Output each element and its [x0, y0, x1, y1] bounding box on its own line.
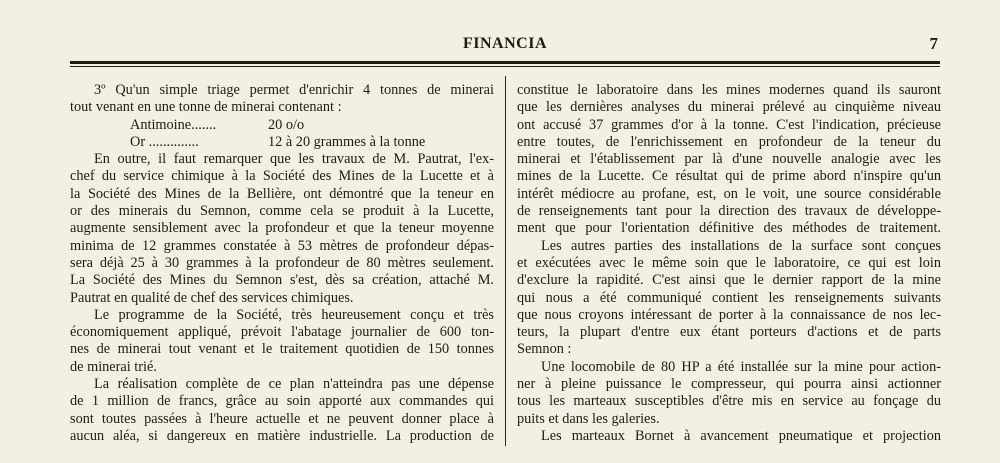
text-line: Une locomobile de 80 HP a été installée sur la mine pour action- [541, 358, 941, 375]
text-line: La réalisation complète de ce plan n'atteindra pas une dépense [94, 376, 494, 393]
text-line: Le programme de la Société, très heureusement conçu et très [94, 306, 494, 323]
text-line: nes de minerai tout venant et le traitement quotidien de 150 tonnes [70, 341, 494, 358]
column-divider [505, 76, 506, 446]
text-line: or des minerais du Semnon, comme cela se produit à la Lucette, [70, 203, 494, 220]
text-line: tout venant en une tonne de minerai contenant : [70, 99, 342, 116]
text-line: entre toutes, de l'enrichissement en profondeur de la teneur du [517, 133, 941, 150]
text-line: qui nous a été communiqué contient les renseignements suivants [517, 289, 941, 306]
assay-label: Or .............. [130, 133, 199, 150]
text-line: intérêt médiocre au profane, est, on le voit, une source considérable [517, 185, 941, 202]
assay-value: 20 o/o [268, 116, 305, 133]
text-line: Pautrat en qualité de chef des services chimiques. [70, 289, 354, 306]
text-line: minerai et l'établissement par là d'une nouvelle analogie avec les [517, 151, 941, 168]
text-line: que les dernières analyses du minerai prélevé au cinquième niveau [517, 99, 941, 116]
text-line: la Société des Mines de la Bellière, ont démontré que la teneur en [70, 185, 494, 202]
text-line: puits et dans les galeries. [517, 410, 660, 427]
text-line: chef du service chimique à la Société des Mines de la Lucette et à [70, 168, 494, 185]
text-line: Semnon : [517, 341, 572, 358]
text-line: mines de la Lucette. Ce résultat qui de prime abord n'inspire qu'un [517, 168, 941, 185]
text-line: tous les marteaux susceptibles d'être mis en service au fonçage du [517, 393, 941, 410]
text-line: de 1 million de francs, grâce au soin apporté aux commandes qui [70, 393, 494, 410]
journal-title: FINANCIA [463, 35, 547, 52]
assay-value: 12 à 20 grammes à la tonne [268, 133, 426, 150]
text-line: 3º Qu'un simple triage permet d'enrichir 4 tonnes de minerai [94, 82, 494, 98]
text-line: que nous croyons intéressant de porter à la connaissance de nos lec- [517, 306, 941, 323]
header-rule-thin [70, 66, 940, 67]
text-line: Les autres parties des installations de la surface sont conçues [541, 237, 941, 254]
text-line: ont accusé 37 grammes d'or à la tonne. C'est l'indication, précieuse [517, 116, 941, 133]
text-line: ner à pleine puissance le compresseur, qui pourra ainsi actionner [517, 376, 941, 393]
text-line: sont toutes passées à l'heure actuelle et ne peuvent donner place à [70, 410, 494, 427]
text-line: de minerai trié. [70, 358, 157, 375]
page-number: 7 [929, 34, 938, 53]
left-column [70, 82, 494, 445]
text-line: constitue le laboratoire dans les mines modernes quand ils sauront [517, 82, 941, 98]
assay-row [70, 134, 494, 151]
text-line: En outre, il faut remarquer que les travaux de M. Pautrat, l'ex- [94, 151, 494, 168]
text-line: Les marteaux Bornet à avancement pneumatique et projection [541, 427, 941, 444]
assay-label: Antimoine....... [130, 116, 217, 133]
text-line: teurs, la plupart d'entre eux étant porteurs d'actions et de parts [517, 324, 941, 341]
text-line: économiquement appliqué, prévoit l'abatage journalier de 600 ton- [70, 324, 494, 341]
header-rule-thick [70, 61, 940, 64]
text-line: aucun aléa, si dangereux en matière industrielle. La production de [70, 427, 494, 444]
text-line: sera déjà 25 à 30 grammes à la profondeur de 80 mètres seulement. [70, 254, 494, 271]
text-line: augmente sensiblement avec la profondeur et que la teneur moyenne [70, 220, 494, 237]
text-line: La Société des Mines du Semnon s'est, dès sa création, attaché M. [70, 272, 494, 289]
page-header [70, 33, 940, 55]
text-line: minima de 12 grammes constatée à 53 mètres de profondeur dépas- [70, 237, 494, 254]
assay-row [70, 117, 494, 134]
text-line: de renseignements tant pour la direction des travaux de développe- [517, 203, 941, 220]
text-line: ment que pour l'orientation définitive des méthodes de traitement. [517, 220, 941, 237]
text-line: d'exclure la rapidité. C'est ainsi que le dernier rapport de la mine [517, 272, 941, 289]
text-line: et exécutées avec le même soin que le laboratoire, ce qui est loin [517, 254, 941, 271]
right-column [517, 82, 941, 445]
